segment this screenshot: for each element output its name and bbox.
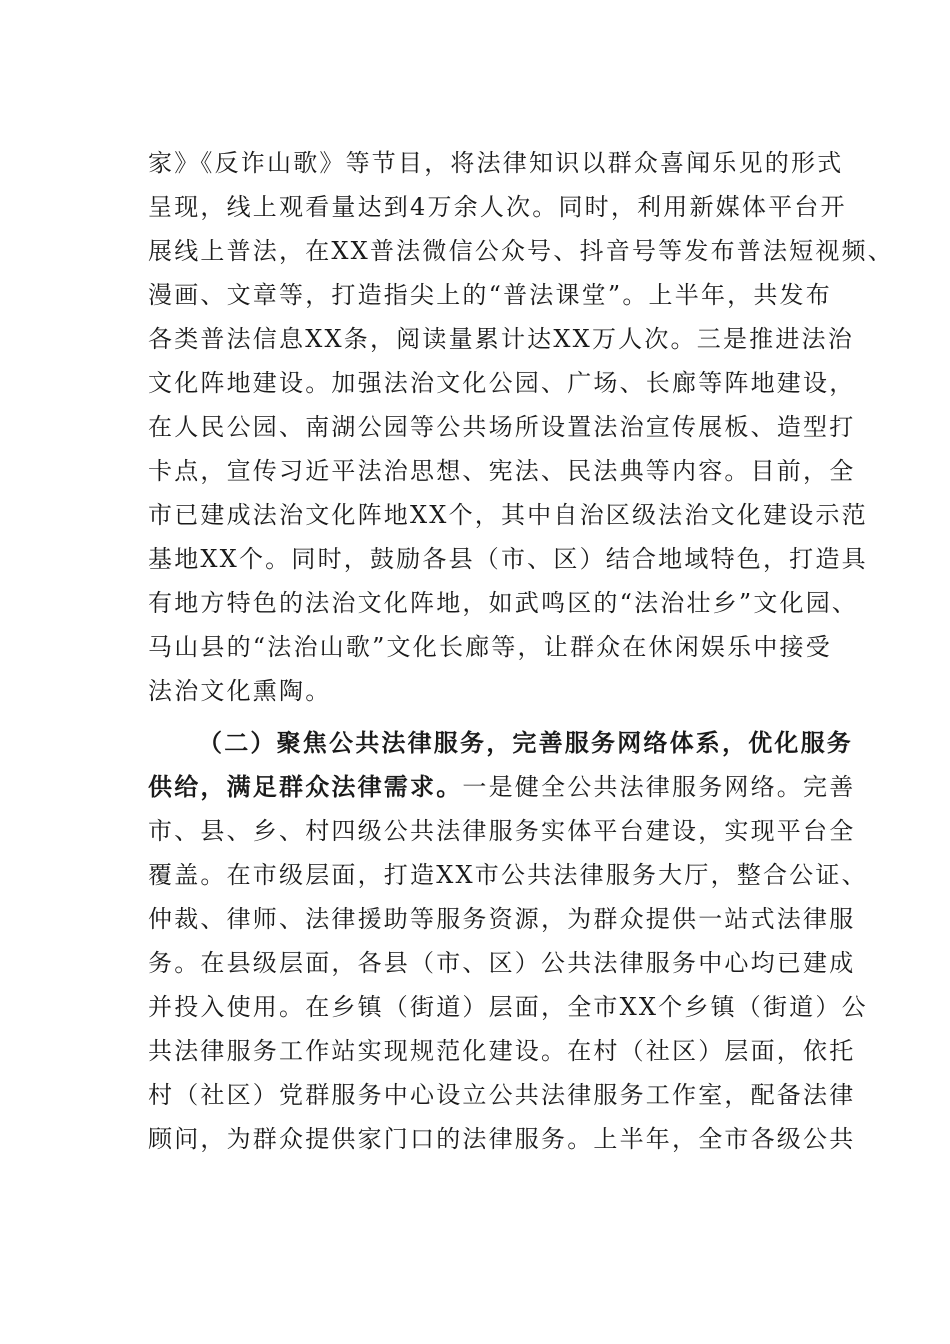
section-heading-tail: 供给，满足群众法律需求。 bbox=[148, 772, 463, 801]
paragraph-line: 共法律服务工作站实现规范化建设。在村（社区）层面，依托 bbox=[148, 1037, 856, 1065]
paragraph-line: 呈现，线上观看量达到4万余人次。同时，利用新媒体平台开 bbox=[148, 193, 847, 221]
paragraph-line: 务。在县级层面，各县（市、区）公共法律服务中心均已建成 bbox=[148, 949, 856, 977]
paragraph-line: 并投入使用。在乡镇（街道）层面，全市XX个乡镇（街道）公 bbox=[148, 993, 868, 1021]
paragraph-line: 有地方特色的法治文化阵地，如武鸣区的“法治壮乡”文化园、 bbox=[148, 589, 859, 617]
section-heading: （二）聚焦公共法律服务，完善服务网络体系，优化服务 bbox=[198, 728, 853, 757]
paragraph-line: 在人民公园、南湖公园等公共场所设置法治宣传展板、造型打 bbox=[148, 413, 856, 441]
paragraph-line: 仲裁、律师、法律援助等服务资源，为群众提供一站式法律服 bbox=[148, 905, 856, 933]
section-body-start: 一是健全公共法律服务网络。完善 bbox=[462, 773, 856, 801]
paragraph-line: 法治文化熏陶。 bbox=[148, 677, 332, 705]
paragraph-line: 顾问，为群众提供家门口的法律服务。上半年，全市各级公共 bbox=[148, 1125, 856, 1153]
paragraph-line: 展线上普法，在XX普法微信公众号、抖音号等发布普法短视频、 bbox=[148, 237, 894, 265]
section-heading-continued bbox=[148, 765, 856, 809]
paragraph-line: 漫画、文章等，打造指尖上的“普法课堂”。上半年，共发布 bbox=[148, 281, 832, 309]
paragraph-line: 家》《反诈山歌》等节目，将法律知识以群众喜闻乐见的形式 bbox=[148, 149, 844, 177]
paragraph-line: 市已建成法治文化阵地XX个，其中自治区级法治文化建设示范 bbox=[148, 501, 868, 529]
paragraph-line: 各类普法信息XX条，阅读量累计达XX万人次。三是推进法治 bbox=[148, 325, 854, 353]
paragraph-line: 文化阵地建设。加强法治文化公园、广场、长廊等阵地建设， bbox=[148, 369, 856, 397]
paragraph-line: 马山县的“法治山歌”文化长廊等，让群众在休闲娱乐中接受 bbox=[148, 633, 832, 661]
paragraph-line: 市、县、乡、村四级公共法律服务实体平台建设，实现平台全 bbox=[148, 817, 856, 845]
paragraph-line: 村（社区）党群服务中心设立公共法律服务工作室，配备法律 bbox=[148, 1081, 856, 1109]
paragraph-line: 卡点，宣传习近平法治思想、宪法、民法典等内容。目前，全 bbox=[148, 457, 856, 485]
paragraph-line: 覆盖。在市级层面，打造XX市公共法律服务大厅，整合公证、 bbox=[148, 861, 868, 889]
paragraph-line: 基地XX个。同时，鼓励各县（市、区）结合地域特色，打造具 bbox=[148, 545, 868, 573]
